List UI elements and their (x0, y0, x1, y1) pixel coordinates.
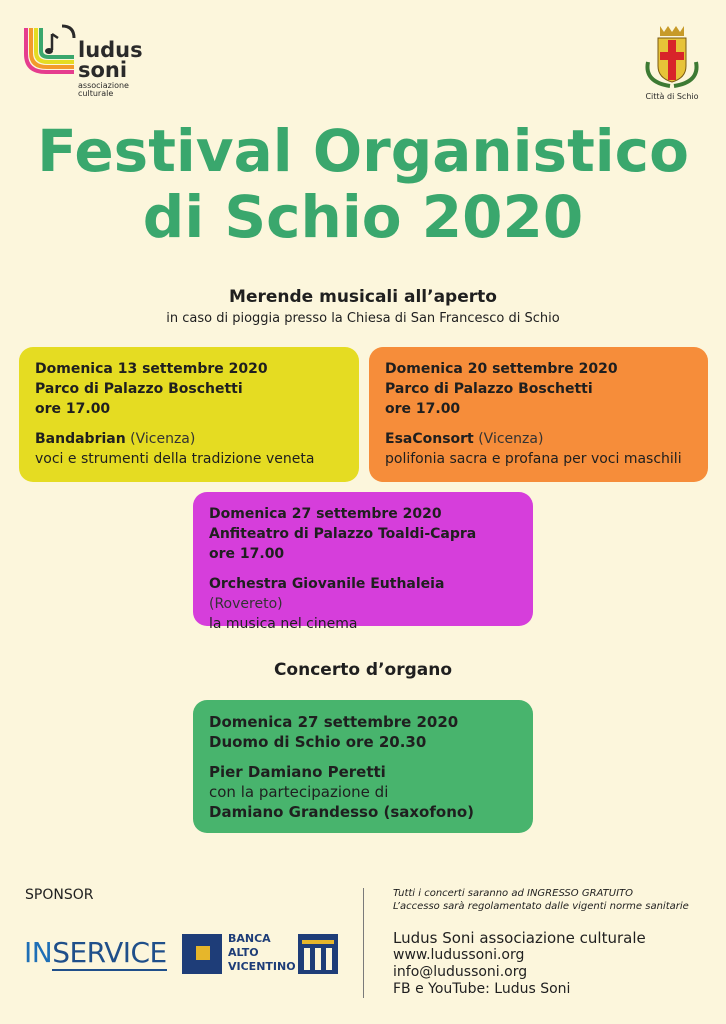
brand-name-line2: soni (78, 58, 128, 82)
building-icon (298, 934, 338, 974)
inservice-logo-rest: SERVICE (52, 936, 167, 969)
ludus-soni-logo (22, 22, 152, 102)
event-origin: (Rovereto) (209, 596, 283, 612)
event-description: polifonia sacra e profana per voci maschili (385, 451, 682, 467)
event-origin: (Vicenza) (130, 431, 196, 447)
association-contacts (393, 930, 646, 998)
section-heading-outdoor: Merende musicali all’aperto (229, 287, 497, 307)
bank-name-line: ALTO (228, 946, 259, 959)
event-place: Anfiteatro di Palazzo Toaldi-Capra (209, 526, 477, 542)
free-entry-note: Tutti i concerti saranno ad INGRESSO GRATUITO (393, 888, 633, 899)
event-origin: (Vicenza) (478, 431, 544, 447)
event-card (193, 492, 533, 632)
event-time: ore 17.00 (35, 401, 111, 417)
event-card (369, 347, 708, 482)
coat-of-arms-icon (640, 22, 704, 90)
event-date: Domenica 27 settembre 2020 (209, 506, 442, 522)
bank-name-line: BANCA (228, 932, 271, 945)
event-date: Domenica 20 settembre 2020 (385, 361, 618, 377)
festival-title (0, 118, 726, 250)
email-link[interactable]: info@ludussoni.org (393, 964, 528, 980)
brand-name-line1: ludus (78, 38, 143, 62)
concert-guest: Damiano Grandesso (saxofono) (209, 803, 475, 821)
concert-with: con la partecipazione di (209, 783, 389, 801)
website-link[interactable]: www.ludussoni.org (393, 947, 525, 963)
event-artist-line (35, 429, 343, 449)
organ-concert-card (193, 700, 533, 833)
event-place: Parco di Palazzo Boschetti (35, 381, 243, 397)
event-description: voci e strumenti della tradizione veneta (35, 451, 315, 467)
entry-notes (393, 887, 689, 913)
crest-label: Città di Schio (645, 92, 699, 101)
association-name: Ludus Soni associazione culturale (393, 929, 646, 947)
event-description: la musica nel cinema (209, 616, 358, 632)
city-crest (640, 22, 704, 104)
event-artist-line (385, 429, 692, 449)
music-note-logo-icon (22, 22, 80, 78)
inservice-logo (24, 936, 167, 969)
title-line2: di Schio 2020 (142, 183, 584, 251)
banca-alto-vicentino-logo (182, 932, 342, 976)
inservice-logo-in: IN (24, 936, 53, 969)
event-artist: Bandabrian (35, 431, 126, 447)
event-time: ore 17.00 (209, 546, 285, 562)
event-artist-line (209, 574, 517, 614)
event-date: Domenica 13 settembre 2020 (35, 361, 268, 377)
rain-note: in caso di pioggia presso la Chiesa di San Francesco di Schio (166, 311, 560, 326)
concert-place-time: Duomo di Schio ore 20.30 (209, 733, 427, 751)
concert-date: Domenica 27 settembre 2020 (209, 713, 459, 731)
event-place: Parco di Palazzo Boschetti (385, 381, 593, 397)
section-heading-organ: Concerto d’organo (273, 660, 453, 680)
bank-name (228, 932, 308, 974)
bank-name-line: VICENTINO (228, 960, 296, 973)
footer-divider (363, 888, 364, 998)
concert-performer: Pier Damiano Peretti (209, 763, 386, 781)
social-links: FB e YouTube: Ludus Soni (393, 981, 571, 997)
event-card (19, 347, 359, 482)
bank-square-icon (182, 934, 222, 974)
title-line1: Festival Organistico (37, 117, 689, 185)
brand-tagline: associazione culturale (78, 81, 129, 98)
sponsor-label: SPONSOR (25, 887, 94, 903)
event-time: ore 17.00 (385, 401, 461, 417)
event-artist: EsaConsort (385, 431, 474, 447)
access-rules-note: L’accesso sarà regolamentato dalle vigenti norme sanitarie (393, 901, 689, 912)
event-artist: Orchestra Giovanile Euthaleia (209, 576, 445, 592)
